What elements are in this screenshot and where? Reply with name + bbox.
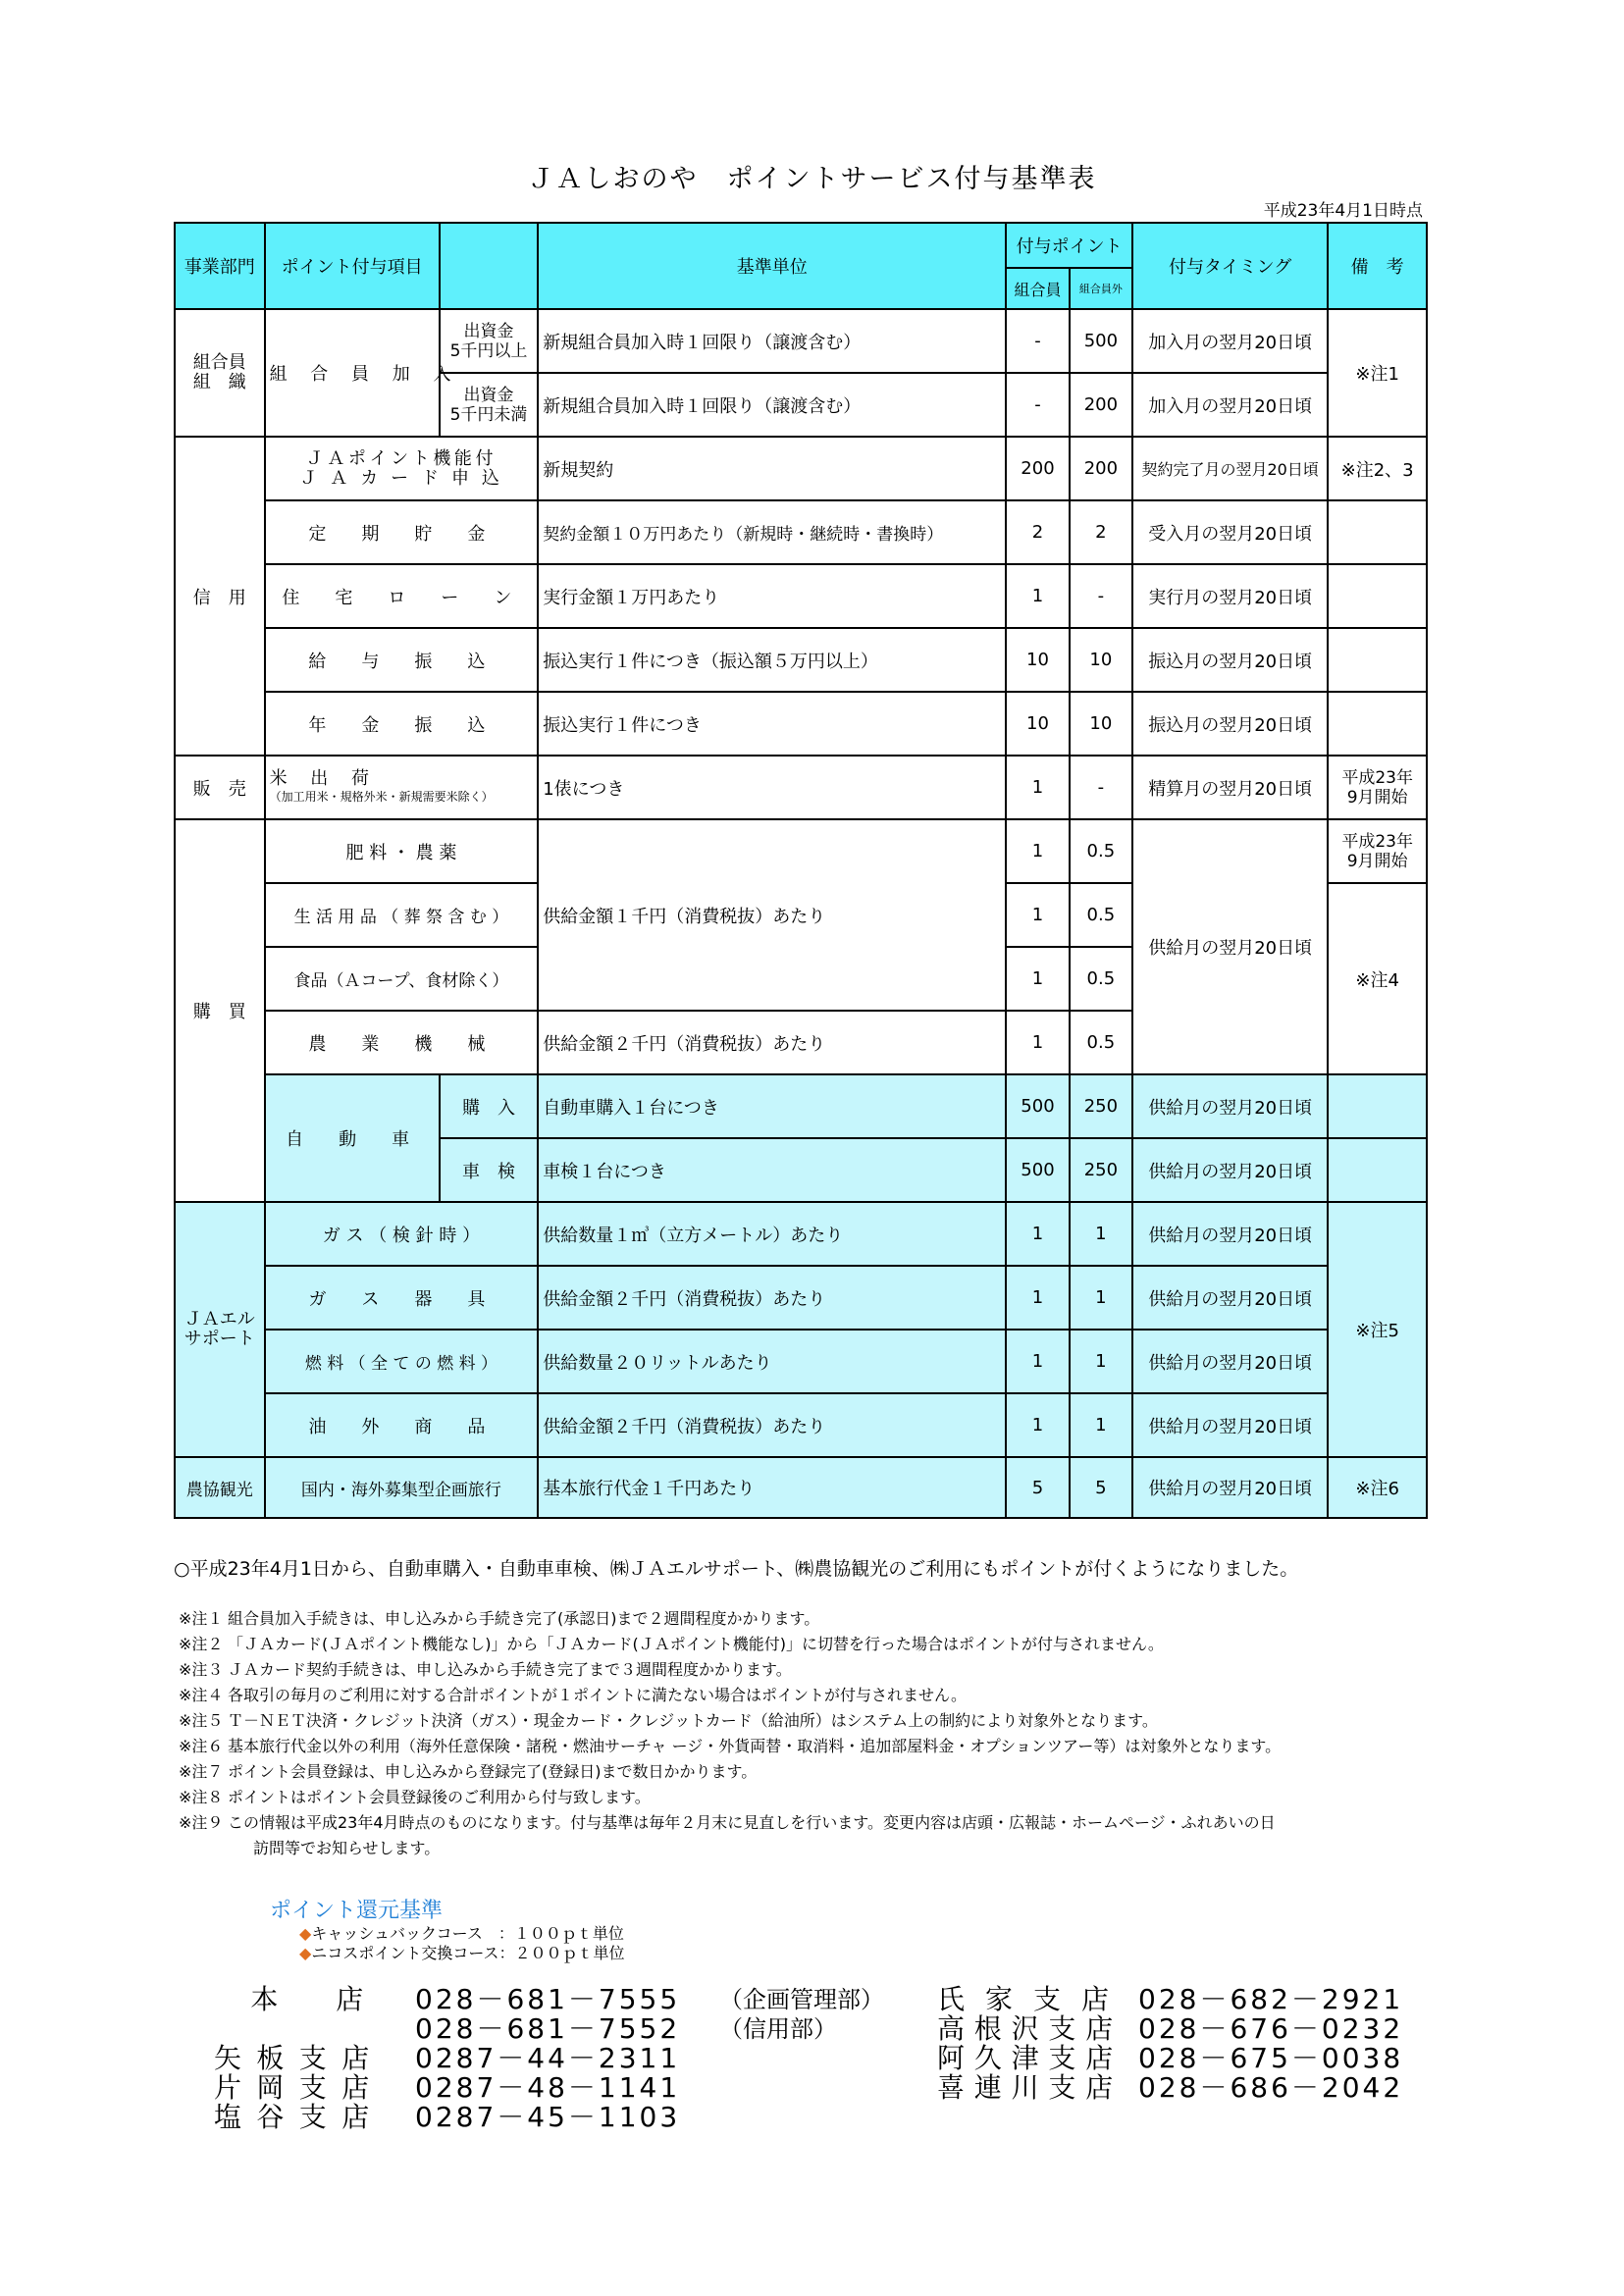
note-item bbox=[179, 1657, 1484, 1683]
note-key: ※注７ bbox=[179, 1762, 224, 1781]
note-text: 「ＪＡカード(ＪＡポイント機能なし)」から「ＪＡカード(ＪＡポイント機能付)」に切替を行った場合はポイントが付与されません。 bbox=[228, 1635, 1164, 1653]
sub-cell: 購 入 bbox=[440, 1074, 539, 1138]
timing-cell: 精算月の翌月20日頃 bbox=[1132, 756, 1328, 819]
note-item bbox=[179, 1759, 1484, 1785]
nonmember-points: - bbox=[1070, 756, 1132, 819]
note-cell: ※注2、3 bbox=[1328, 437, 1427, 500]
member-points: - bbox=[1006, 309, 1069, 373]
header-timing: 付与タイミング bbox=[1132, 223, 1328, 309]
dept-cell: 組合員 組 織 bbox=[175, 309, 265, 437]
unit-cell: 振込実行１件につき（振込額５万円以上） bbox=[538, 628, 1006, 692]
unit-cell: 新規組合員加入時１回限り（譲渡含む） bbox=[538, 373, 1006, 437]
return-criteria bbox=[270, 1894, 625, 1963]
timing-cell: 契約完了月の翌月20日頃 bbox=[1132, 437, 1328, 500]
unit-cell: 新規組合員加入時１回限り（譲渡含む） bbox=[538, 309, 1006, 373]
header-row bbox=[175, 223, 1427, 268]
dept-cell: ＪＡエル サポート bbox=[175, 1202, 265, 1457]
member-points: 2 bbox=[1006, 500, 1069, 564]
member-points: 1 bbox=[1006, 1011, 1069, 1074]
nonmember-points: 250 bbox=[1070, 1074, 1132, 1138]
dept-cell: 信 用 bbox=[175, 437, 265, 756]
note-cell: ※注4 bbox=[1328, 883, 1427, 1074]
item-cell: 組 合 員 加 入 bbox=[265, 309, 440, 437]
nonmember-points: 1 bbox=[1070, 1266, 1132, 1330]
note-item bbox=[179, 1683, 1484, 1708]
branch-name bbox=[214, 2014, 415, 2044]
note-key: ※注９ bbox=[179, 1813, 224, 1832]
note-cell: ※注6 bbox=[1328, 1457, 1427, 1518]
contact-row bbox=[214, 2073, 884, 2103]
member-points: 1 bbox=[1006, 947, 1069, 1011]
table-row bbox=[175, 628, 1427, 692]
branch-tel: 0287－44－2311 bbox=[415, 2042, 681, 2074]
nonmember-points: - bbox=[1070, 564, 1132, 628]
nonmember-points: 1 bbox=[1070, 1202, 1132, 1266]
item-cell: 農 業 機 械 bbox=[265, 1011, 539, 1074]
unit-cell: 供給金額２千円（消費税抜）あたり bbox=[538, 1393, 1006, 1457]
contact-row bbox=[937, 2073, 1403, 2103]
item-cell: 定 期 貯 金 bbox=[265, 500, 539, 564]
timing-cell: 供給月の翌月20日頃 bbox=[1132, 1393, 1328, 1457]
note-cell: 平成23年 9月開始 bbox=[1328, 756, 1427, 819]
sub-cell: 出資金 5千円以上 bbox=[440, 309, 539, 373]
bullet-icon: ◆ bbox=[299, 1944, 312, 1962]
item-cell: 住 宅 ロ ー ン bbox=[265, 564, 539, 628]
nonmember-points: 200 bbox=[1070, 437, 1132, 500]
member-points: 1 bbox=[1006, 1202, 1069, 1266]
member-points: 1 bbox=[1006, 756, 1069, 819]
dept-cell: 農協観光 bbox=[175, 1457, 265, 1518]
table-row bbox=[175, 1202, 1427, 1266]
table-row bbox=[175, 1457, 1427, 1518]
dept-cell: 購 買 bbox=[175, 819, 265, 1202]
note-key: ※注３ bbox=[179, 1660, 224, 1679]
note-text: 基本旅行代金以外の利用（海外任意保険・諸税・燃油サーチャ ージ・外貨両替・取消料・追加部屋料金・オプションツアー等）は対象外となります。 bbox=[228, 1737, 1282, 1755]
note-item bbox=[179, 1836, 1484, 1861]
timing-cell: 振込月の翌月20日頃 bbox=[1132, 692, 1328, 756]
contact-row bbox=[214, 2014, 884, 2044]
bullet-icon: ◆ bbox=[299, 1924, 312, 1943]
branch-dept: （企画管理部） bbox=[719, 1986, 884, 2013]
branch-tel: 0287－48－1141 bbox=[415, 2071, 681, 2104]
item-cell: 国内・海外募集型企画旅行 bbox=[265, 1457, 539, 1518]
member-points: 1 bbox=[1006, 1393, 1069, 1457]
note-key: ※注１ bbox=[179, 1609, 224, 1628]
header-points: 付与ポイント bbox=[1006, 223, 1132, 268]
branch-tel: 028－682－2921 bbox=[1138, 1983, 1404, 2015]
member-points: 1 bbox=[1006, 1330, 1069, 1393]
item-cell: 油 外 商 品 bbox=[265, 1393, 539, 1457]
unit-cell: 1俵につき bbox=[538, 756, 1006, 819]
item-label: 米 出 荷 bbox=[269, 767, 379, 789]
timing-cell: 供給月の翌月20日頃 bbox=[1132, 1074, 1328, 1138]
note-key: ※注４ bbox=[179, 1686, 224, 1704]
item-cell: 年 金 振 込 bbox=[265, 692, 539, 756]
table-row bbox=[175, 819, 1427, 883]
header-remarks: 備 考 bbox=[1328, 223, 1427, 309]
branch-name: 喜連川支店 bbox=[937, 2071, 1124, 2104]
table-row bbox=[175, 1393, 1427, 1457]
branch-tel: 028－675－0038 bbox=[1138, 2042, 1404, 2074]
note-item bbox=[179, 1632, 1484, 1657]
nonmember-points: 250 bbox=[1070, 1138, 1132, 1202]
contacts-left bbox=[214, 1985, 884, 2132]
branch-name: 矢板支店 bbox=[214, 2042, 385, 2074]
points-table bbox=[174, 222, 1428, 1519]
contact-row bbox=[937, 1985, 1403, 2014]
unit-cell: 自動車購入１台につき bbox=[538, 1074, 1006, 1138]
item-cell: ＪＡポイント機能付 Ｊ Ａ カ ー ド 申 込 bbox=[265, 437, 539, 500]
note-key: ※注６ bbox=[179, 1737, 224, 1755]
nonmember-points: 500 bbox=[1070, 309, 1132, 373]
item-cell bbox=[265, 756, 539, 819]
unit-cell: 振込実行１件につき bbox=[538, 692, 1006, 756]
timing-cell: 加入月の翌月20日頃 bbox=[1132, 309, 1328, 373]
table-row bbox=[175, 1074, 1427, 1138]
timing-cell: 供給月の翌月20日頃 bbox=[1132, 1202, 1328, 1266]
note-item bbox=[179, 1734, 1484, 1759]
note-cell bbox=[1328, 692, 1427, 756]
nonmember-points: 0.5 bbox=[1070, 883, 1132, 947]
header-dept: 事業部門 bbox=[175, 223, 265, 309]
as-of-date: 平成23年4月1日時点 bbox=[1263, 201, 1423, 221]
nonmember-points: 10 bbox=[1070, 628, 1132, 692]
unit-cell: 供給金額２千円（消費税抜）あたり bbox=[538, 1266, 1006, 1330]
item-cell: 肥 料 ・ 農 薬 bbox=[265, 819, 539, 883]
note-text: ポイント会員登録は、申し込みから登録完了(登録日)まで数日かかります。 bbox=[228, 1762, 758, 1781]
timing-cell: 振込月の翌月20日頃 bbox=[1132, 628, 1328, 692]
lead-text: ○平成23年4月1日から、自動車購入・自動車車検、㈱ＪＡエルサポート、㈱農協観光のご利用にもポイントが付くようになりました。 bbox=[174, 1558, 1299, 1580]
nonmember-points: 2 bbox=[1070, 500, 1132, 564]
note-item bbox=[179, 1708, 1484, 1734]
member-points: 500 bbox=[1006, 1074, 1069, 1138]
timing-cell: 受入月の翌月20日頃 bbox=[1132, 500, 1328, 564]
note-key bbox=[179, 1836, 228, 1861]
unit-cell: 車検１台につき bbox=[538, 1138, 1006, 1202]
nonmember-points: 0.5 bbox=[1070, 819, 1132, 883]
note-cell bbox=[1328, 1074, 1427, 1138]
branch-dept: （信用部） bbox=[719, 2015, 837, 2043]
timing-cell: 供給月の翌月20日頃 bbox=[1132, 1457, 1328, 1518]
item-cell: 生 活 用 品 （ 葬 祭 含 む ） bbox=[265, 883, 539, 947]
table-row bbox=[175, 1266, 1427, 1330]
return-item-text: キャッシュバックコース ：１００ｐｔ単位 bbox=[311, 1924, 624, 1943]
branch-name: 高根沢支店 bbox=[937, 2012, 1124, 2045]
return-item bbox=[270, 1944, 625, 1963]
dept-cell: 販 売 bbox=[175, 756, 265, 819]
table-row bbox=[175, 309, 1427, 373]
note-item bbox=[179, 1785, 1484, 1810]
note-item bbox=[179, 1810, 1484, 1836]
page-title: ＪＡしおのや ポイントサービス付与基準表 bbox=[527, 164, 1097, 194]
nonmember-points: 10 bbox=[1070, 692, 1132, 756]
note-item bbox=[179, 1606, 1484, 1632]
branch-name: 塩谷支店 bbox=[214, 2101, 385, 2133]
unit-cell: 供給数量２０リットルあたり bbox=[538, 1330, 1006, 1393]
notes-list bbox=[179, 1606, 1484, 1861]
member-points: 1 bbox=[1006, 883, 1069, 947]
note-cell: 平成23年 9月開始 bbox=[1328, 819, 1427, 883]
note-key: ※注５ bbox=[179, 1711, 224, 1730]
item-cell: 燃 料 （ 全 て の 燃 料 ） bbox=[265, 1330, 539, 1393]
unit-cell: 新規契約 bbox=[538, 437, 1006, 500]
branch-tel: 028－681－7555 bbox=[415, 1983, 681, 2015]
note-cell bbox=[1328, 500, 1427, 564]
item-cell: 自 動 車 bbox=[265, 1074, 440, 1202]
unit-cell: 契約金額１０万円あたり（新規時・継続時・書換時） bbox=[538, 500, 1006, 564]
member-points: 5 bbox=[1006, 1457, 1069, 1518]
member-points: 1 bbox=[1006, 564, 1069, 628]
contact-row bbox=[937, 2044, 1403, 2073]
header-item: ポイント付与項目 bbox=[265, 223, 440, 309]
unit-cell: 実行金額１万円あたり bbox=[538, 564, 1006, 628]
note-key: ※注２ bbox=[179, 1635, 224, 1653]
table-row bbox=[175, 437, 1427, 500]
note-text: ポイントはポイント会員登録後のご利用から付与致します。 bbox=[228, 1788, 651, 1806]
note-cell bbox=[1328, 564, 1427, 628]
timing-cell: 供給月の翌月20日頃 bbox=[1132, 819, 1328, 1074]
item-cell: 給 与 振 込 bbox=[265, 628, 539, 692]
branch-tel: 028－681－7552 bbox=[415, 2012, 681, 2045]
branch-name: 片岡支店 bbox=[214, 2071, 385, 2104]
item-cell: ガ ス （ 検 針 時 ） bbox=[265, 1202, 539, 1266]
nonmember-points: 200 bbox=[1070, 373, 1132, 437]
branch-tel: 0287－45－1103 bbox=[415, 2101, 681, 2133]
member-points: 1 bbox=[1006, 1266, 1069, 1330]
header-blank bbox=[440, 223, 539, 309]
note-cell bbox=[1328, 1138, 1427, 1202]
note-text: 組合員加入手続きは、申し込みから手続き完了(承認日)まで２週間程度かかります。 bbox=[228, 1609, 820, 1628]
member-points: 500 bbox=[1006, 1138, 1069, 1202]
branch-tel: 028－676－0232 bbox=[1138, 2012, 1404, 2045]
note-text: 訪問等でお知らせします。 bbox=[253, 1839, 441, 1857]
unit-cell: 供給数量１㎥（立方メートル）あたり bbox=[538, 1202, 1006, 1266]
nonmember-points: 1 bbox=[1070, 1393, 1132, 1457]
return-item-text: ニコスポイント交換コース：２００ｐｔ単位 bbox=[311, 1944, 625, 1962]
nonmember-points: 0.5 bbox=[1070, 947, 1132, 1011]
member-points: 200 bbox=[1006, 437, 1069, 500]
return-heading: ポイント還元基準 bbox=[270, 1899, 444, 1923]
item-cell: 食品（Ａコープ、食材除く） bbox=[265, 947, 539, 1011]
sub-cell: 車 検 bbox=[440, 1138, 539, 1202]
table-row bbox=[175, 692, 1427, 756]
table-row bbox=[175, 500, 1427, 564]
note-cell: ※注5 bbox=[1328, 1202, 1427, 1457]
timing-cell: 実行月の翌月20日頃 bbox=[1132, 564, 1328, 628]
member-points: 1 bbox=[1006, 819, 1069, 883]
return-item bbox=[270, 1924, 625, 1944]
unit-cell: 供給金額２千円（消費税抜）あたり bbox=[538, 1011, 1006, 1074]
branch-name: 阿久津支店 bbox=[937, 2042, 1124, 2074]
contact-row bbox=[214, 1985, 884, 2014]
branch-tel: 028－686－2042 bbox=[1138, 2071, 1404, 2104]
branch-name: 本 店 bbox=[250, 1983, 379, 2015]
nonmember-points: 5 bbox=[1070, 1457, 1132, 1518]
table-row bbox=[175, 756, 1427, 819]
note-text: 各取引の毎月のご利用に対する合計ポイントが１ポイントに満たない場合はポイントが付与されません。 bbox=[228, 1686, 967, 1704]
branch-name: 氏家支店 bbox=[937, 1983, 1130, 2015]
timing-cell: 供給月の翌月20日頃 bbox=[1132, 1266, 1328, 1330]
member-points: - bbox=[1006, 373, 1069, 437]
header-unit: 基準単位 bbox=[538, 223, 1006, 309]
member-points: 10 bbox=[1006, 692, 1069, 756]
note-cell bbox=[1328, 628, 1427, 692]
timing-cell: 供給月の翌月20日頃 bbox=[1132, 1330, 1328, 1393]
note-key: ※注８ bbox=[179, 1788, 224, 1806]
note-cell: ※注1 bbox=[1328, 309, 1427, 437]
timing-cell: 供給月の翌月20日頃 bbox=[1132, 1138, 1328, 1202]
note-text: この情報は平成23年4月時点のものになります。付与基準は毎年２月末に見直しを行います。変更内容は店頭・広報誌・ホームページ・ふれあいの日 bbox=[228, 1813, 1276, 1832]
item-sublabel: （加工用米・規格外米・新規需要米除く） bbox=[269, 789, 494, 804]
table-row bbox=[175, 564, 1427, 628]
header-member: 組合員 bbox=[1006, 268, 1069, 309]
note-text: Ｔ－ＮＥＴ決済・クレジット決済（ガス）・現金カード・クレジットカード（給油所）はシステム上の制約により対象外となります。 bbox=[228, 1711, 1158, 1730]
note-text: ＪＡカード契約手続きは、申し込みから手続き完了まで３週間程度かかります。 bbox=[228, 1660, 792, 1679]
contact-row bbox=[214, 2044, 884, 2073]
item-cell: ガ ス 器 具 bbox=[265, 1266, 539, 1330]
contact-row bbox=[937, 2014, 1403, 2044]
timing-cell: 加入月の翌月20日頃 bbox=[1132, 373, 1328, 437]
nonmember-points: 0.5 bbox=[1070, 1011, 1132, 1074]
contact-row bbox=[214, 2103, 884, 2132]
unit-cell: 供給金額１千円（消費税抜）あたり bbox=[538, 819, 1006, 1011]
header-nonmember: 組合員外 bbox=[1070, 268, 1132, 309]
contacts-right bbox=[937, 1985, 1403, 2103]
sub-cell: 出資金 5千円未満 bbox=[440, 373, 539, 437]
table-row bbox=[175, 1330, 1427, 1393]
member-points: 10 bbox=[1006, 628, 1069, 692]
nonmember-points: 1 bbox=[1070, 1330, 1132, 1393]
unit-cell: 基本旅行代金１千円あたり bbox=[538, 1457, 1006, 1518]
